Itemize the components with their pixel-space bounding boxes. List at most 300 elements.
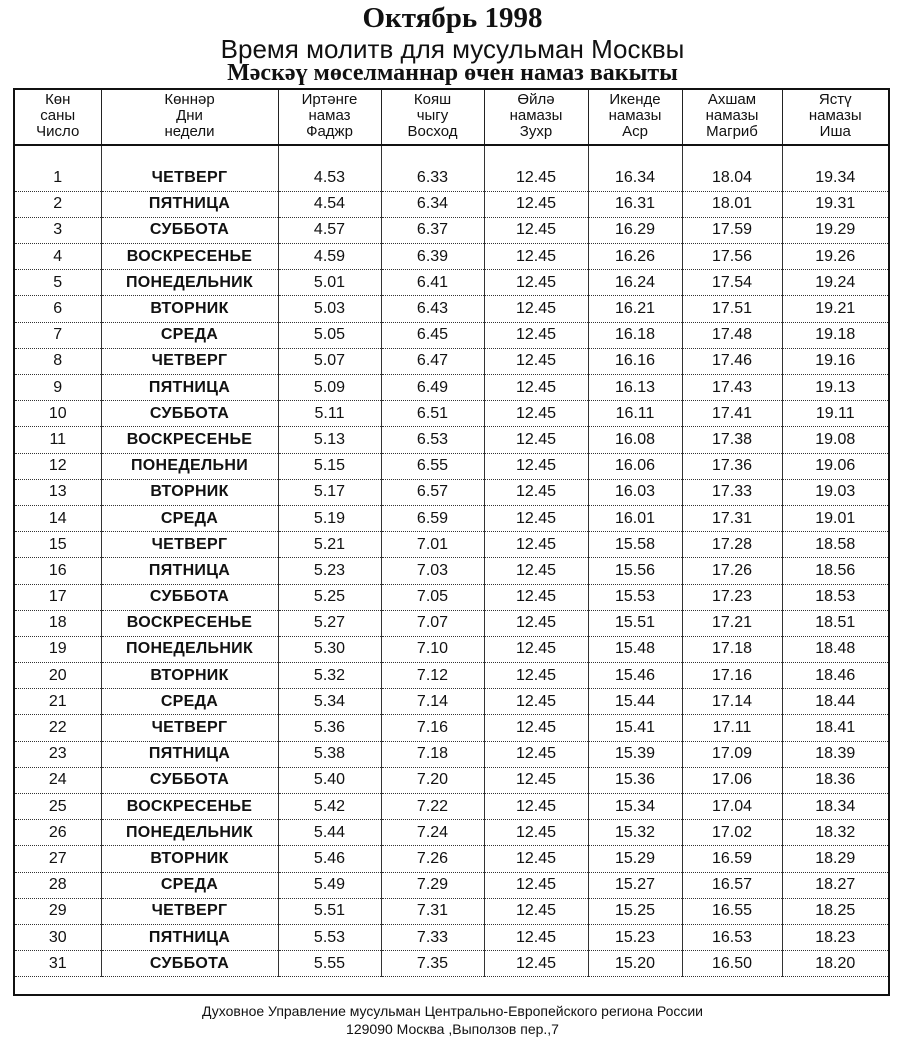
isha-cell: 18.39 [782,741,888,767]
isha-cell: 19.11 [782,401,888,427]
column-header-line: намазы [509,107,563,124]
zuhr-cell: 12.45 [484,610,588,636]
sunrise-cell: 6.55 [381,453,484,479]
column-header [484,90,588,145]
isha-cell: 18.25 [782,898,888,924]
day-number-cell: 4 [15,244,101,270]
sunrise-cell: 7.07 [381,610,484,636]
maghrib-cell: 16.59 [682,846,782,872]
table-row [15,191,888,217]
table-row [15,951,888,977]
zuhr-cell: 12.45 [484,951,588,977]
day-number-cell: 6 [15,296,101,322]
zuhr-cell: 12.45 [484,794,588,820]
maghrib-cell: 17.28 [682,532,782,558]
isha-cell: 19.03 [782,479,888,505]
isha-cell: 19.21 [782,296,888,322]
fajr-cell: 5.38 [278,741,381,767]
column-header [278,90,381,145]
table-row [15,348,888,374]
day-number-cell: 21 [15,689,101,715]
isha-cell: 18.56 [782,558,888,584]
sunrise-cell: 7.26 [381,846,484,872]
zuhr-cell: 12.45 [484,741,588,767]
asr-cell: 15.36 [588,767,682,793]
weekday-cell: СРЕДА [101,689,278,715]
day-number-cell: 29 [15,898,101,924]
asr-cell: 16.24 [588,270,682,296]
weekday-cell: ПОНЕДЕЛЬНИК [101,820,278,846]
zuhr-cell: 12.45 [484,636,588,662]
maghrib-cell: 18.04 [682,165,782,191]
table-row [15,427,888,453]
column-header-line: намазы [705,107,759,124]
column-header-line: чыгу [416,107,449,124]
fajr-cell: 4.53 [278,165,381,191]
zuhr-cell: 12.45 [484,715,588,741]
fajr-cell: 5.36 [278,715,381,741]
maghrib-cell: 18.01 [682,191,782,217]
asr-cell: 16.01 [588,505,682,531]
isha-cell: 19.18 [782,322,888,348]
sunrise-cell: 7.14 [381,689,484,715]
isha-cell: 19.26 [782,244,888,270]
asr-cell: 15.58 [588,532,682,558]
asr-cell: 15.48 [588,636,682,662]
column-header-line: Восход [407,123,458,140]
fajr-cell: 5.19 [278,505,381,531]
day-number-cell: 27 [15,846,101,872]
fajr-cell: 5.42 [278,794,381,820]
day-number-cell: 12 [15,453,101,479]
day-number-cell: 13 [15,479,101,505]
day-number-cell: 24 [15,767,101,793]
fajr-cell: 5.11 [278,401,381,427]
column-header-line: Ахшам [707,91,757,108]
asr-cell: 15.41 [588,715,682,741]
maghrib-cell: 17.56 [682,244,782,270]
isha-cell: 19.31 [782,191,888,217]
column-header-line: Иртәнге [301,91,358,108]
asr-cell: 16.03 [588,479,682,505]
day-number-cell: 3 [15,217,101,243]
zuhr-cell: 12.45 [484,872,588,898]
maghrib-cell: 17.16 [682,663,782,689]
sunrise-cell: 6.39 [381,244,484,270]
maghrib-cell: 17.04 [682,794,782,820]
weekday-cell: СУББОТА [101,217,278,243]
page-title: Октябрь 1998 [362,2,543,34]
fajr-cell: 5.01 [278,270,381,296]
weekday-cell: ПЯТНИЦА [101,741,278,767]
column-header-line: Зухр [519,123,553,140]
fajr-cell: 4.57 [278,217,381,243]
fajr-cell: 5.17 [278,479,381,505]
fajr-cell: 4.54 [278,191,381,217]
zuhr-cell: 12.45 [484,689,588,715]
column-header [588,90,682,145]
weekday-cell: СУББОТА [101,584,278,610]
isha-cell: 18.32 [782,820,888,846]
table-row [15,532,888,558]
fajr-cell: 5.49 [278,872,381,898]
day-number-cell: 17 [15,584,101,610]
table-row [15,610,888,636]
asr-cell: 15.27 [588,872,682,898]
weekday-cell: ПЯТНИЦА [101,558,278,584]
maghrib-cell: 17.41 [682,401,782,427]
column-header-line: Өйлә [517,91,555,108]
sunrise-cell: 7.29 [381,872,484,898]
zuhr-cell: 12.45 [484,505,588,531]
table-row [15,794,888,820]
isha-cell: 18.36 [782,767,888,793]
asr-cell: 16.34 [588,165,682,191]
weekday-cell: СУББОТА [101,767,278,793]
maghrib-cell: 17.11 [682,715,782,741]
weekday-cell: СУББОТА [101,401,278,427]
table-row [15,558,888,584]
day-number-cell: 14 [15,505,101,531]
maghrib-cell: 16.55 [682,898,782,924]
table-row [15,375,888,401]
isha-cell: 18.53 [782,584,888,610]
maghrib-cell: 17.09 [682,741,782,767]
sunrise-cell: 7.35 [381,951,484,977]
day-number-cell: 2 [15,191,101,217]
day-number-cell: 20 [15,663,101,689]
asr-cell: 16.16 [588,348,682,374]
fajr-cell: 5.44 [278,820,381,846]
sunrise-cell: 7.20 [381,767,484,793]
weekday-cell: ПОНЕДЕЛЬНИК [101,270,278,296]
column-header-line: Магриб [706,123,758,140]
maghrib-cell: 17.26 [682,558,782,584]
zuhr-cell: 12.45 [484,767,588,793]
table-row [15,479,888,505]
footer-organization: Духовное Управление мусульман Центрально-Европейского региона России [202,1003,703,1019]
day-number-cell: 16 [15,558,101,584]
fajr-cell: 5.09 [278,375,381,401]
asr-cell: 16.08 [588,427,682,453]
table-row [15,217,888,243]
table-row [15,584,888,610]
column-header [381,90,484,145]
isha-cell: 19.08 [782,427,888,453]
maghrib-cell: 17.43 [682,375,782,401]
day-number-cell: 11 [15,427,101,453]
zuhr-cell: 12.45 [484,165,588,191]
sunrise-cell: 7.33 [381,924,484,950]
zuhr-cell: 12.45 [484,820,588,846]
maghrib-cell: 16.57 [682,872,782,898]
column-header [15,90,101,145]
fajr-cell: 5.05 [278,322,381,348]
asr-cell: 16.26 [588,244,682,270]
asr-cell: 16.06 [588,453,682,479]
zuhr-cell: 12.45 [484,663,588,689]
isha-cell: 18.58 [782,532,888,558]
fajr-cell: 4.59 [278,244,381,270]
zuhr-cell: 12.45 [484,375,588,401]
sunrise-cell: 6.37 [381,217,484,243]
sunrise-cell: 7.05 [381,584,484,610]
maghrib-cell: 17.51 [682,296,782,322]
table-row [15,244,888,270]
prayer-times-table [13,88,890,996]
isha-cell: 18.34 [782,794,888,820]
asr-cell: 16.11 [588,401,682,427]
fajr-cell: 5.32 [278,663,381,689]
asr-cell: 15.29 [588,846,682,872]
day-number-cell: 28 [15,872,101,898]
sunrise-cell: 6.33 [381,165,484,191]
sunrise-cell: 7.03 [381,558,484,584]
sunrise-cell: 6.51 [381,401,484,427]
sunrise-cell: 6.41 [381,270,484,296]
zuhr-cell: 12.45 [484,348,588,374]
sunrise-cell: 7.18 [381,741,484,767]
zuhr-cell: 12.45 [484,191,588,217]
weekday-cell: ВОСКРЕСЕНЬЕ [101,427,278,453]
isha-cell: 19.24 [782,270,888,296]
table-spacer-row [15,145,888,165]
column-header-line: Дни [176,107,203,124]
table-row [15,898,888,924]
sunrise-cell: 6.53 [381,427,484,453]
isha-cell: 19.16 [782,348,888,374]
day-number-cell: 31 [15,951,101,977]
fajr-cell: 5.53 [278,924,381,950]
maghrib-cell: 17.54 [682,270,782,296]
asr-cell: 15.56 [588,558,682,584]
weekday-cell: ЧЕТВЕРГ [101,165,278,191]
asr-cell: 16.21 [588,296,682,322]
table-row [15,505,888,531]
fajr-cell: 5.55 [278,951,381,977]
asr-cell: 16.31 [588,191,682,217]
isha-cell: 19.01 [782,505,888,531]
sunrise-cell: 7.16 [381,715,484,741]
column-header-line: Көн [45,91,71,108]
subtitle-russian: Время молитв для мусульман Москвы [220,34,685,64]
fajr-cell: 5.40 [278,767,381,793]
table-row [15,820,888,846]
subtitle-tatar: Мәскәү мөселманнар өчен намаз вакыты [227,60,678,86]
weekday-cell: ВТОРНИК [101,663,278,689]
isha-cell: 18.46 [782,663,888,689]
column-header-line: Көннәр [164,91,215,108]
table-row [15,270,888,296]
footer-address: 129090 Москва ,Выползов пер.,7 [346,1021,559,1037]
asr-cell: 15.32 [588,820,682,846]
isha-cell: 18.20 [782,951,888,977]
table-row [15,767,888,793]
table-row [15,924,888,950]
asr-cell: 15.46 [588,663,682,689]
isha-cell: 19.13 [782,375,888,401]
maghrib-cell: 17.48 [682,322,782,348]
maghrib-cell: 17.06 [682,767,782,793]
maghrib-cell: 17.33 [682,479,782,505]
table-row [15,872,888,898]
weekday-cell: СУББОТА [101,951,278,977]
isha-cell: 18.44 [782,689,888,715]
fajr-cell: 5.07 [278,348,381,374]
day-number-cell: 15 [15,532,101,558]
asr-cell: 15.20 [588,951,682,977]
sunrise-cell: 6.59 [381,505,484,531]
day-number-cell: 23 [15,741,101,767]
weekday-cell: ПОНЕДЕЛЬНИК [101,636,278,662]
asr-cell: 15.39 [588,741,682,767]
maghrib-cell: 17.23 [682,584,782,610]
zuhr-cell: 12.45 [484,453,588,479]
weekday-cell: ПЯТНИЦА [101,191,278,217]
asr-cell: 16.29 [588,217,682,243]
zuhr-cell: 12.45 [484,270,588,296]
isha-cell: 18.23 [782,924,888,950]
isha-cell: 18.29 [782,846,888,872]
day-number-cell: 1 [15,165,101,191]
table-row [15,165,888,191]
weekday-cell: ВОСКРЕСЕНЬЕ [101,794,278,820]
isha-cell: 19.29 [782,217,888,243]
fajr-cell: 5.46 [278,846,381,872]
fajr-cell: 5.03 [278,296,381,322]
day-number-cell: 8 [15,348,101,374]
sunrise-cell: 7.12 [381,663,484,689]
fajr-cell: 5.27 [278,610,381,636]
column-header-line: Аср [622,123,648,140]
table-row [15,453,888,479]
zuhr-cell: 12.45 [484,584,588,610]
column-header-line: Иша [819,123,851,140]
column-header-line: Фаджр [306,123,353,140]
asr-cell: 15.53 [588,584,682,610]
zuhr-cell: 12.45 [484,846,588,872]
fajr-cell: 5.15 [278,453,381,479]
fajr-cell: 5.34 [278,689,381,715]
maghrib-cell: 17.18 [682,636,782,662]
fajr-cell: 5.25 [278,584,381,610]
sunrise-cell: 7.01 [381,532,484,558]
column-header [101,90,278,145]
weekday-cell: ПЯТНИЦА [101,924,278,950]
isha-cell: 19.34 [782,165,888,191]
table-row [15,689,888,715]
fajr-cell: 5.13 [278,427,381,453]
sunrise-cell: 6.49 [381,375,484,401]
maghrib-cell: 17.36 [682,453,782,479]
zuhr-cell: 12.45 [484,558,588,584]
fajr-cell: 5.30 [278,636,381,662]
asr-cell: 15.25 [588,898,682,924]
day-number-cell: 5 [15,270,101,296]
isha-cell: 19.06 [782,453,888,479]
weekday-cell: ВТОРНИК [101,479,278,505]
zuhr-cell: 12.45 [484,479,588,505]
weekday-cell: ВОСКРЕСЕНЬЕ [101,610,278,636]
column-header-line: Кояш [413,91,452,108]
asr-cell: 15.51 [588,610,682,636]
zuhr-cell: 12.45 [484,322,588,348]
asr-cell: 16.13 [588,375,682,401]
day-number-cell: 7 [15,322,101,348]
column-header-line: Ястү [818,91,852,108]
table-row [15,715,888,741]
table-row [15,636,888,662]
zuhr-cell: 12.45 [484,898,588,924]
fajr-cell: 5.23 [278,558,381,584]
day-number-cell: 10 [15,401,101,427]
weekday-cell: ВОСКРЕСЕНЬЕ [101,244,278,270]
column-header [782,90,888,145]
zuhr-cell: 12.45 [484,296,588,322]
table-row [15,401,888,427]
maghrib-cell: 16.50 [682,951,782,977]
table-row [15,663,888,689]
sunrise-cell: 6.57 [381,479,484,505]
zuhr-cell: 12.45 [484,217,588,243]
table-body [15,145,888,977]
column-header-line: Икенде [609,91,661,108]
day-number-cell: 18 [15,610,101,636]
day-number-cell: 19 [15,636,101,662]
column-header [682,90,782,145]
sunrise-cell: 6.45 [381,322,484,348]
day-number-cell: 22 [15,715,101,741]
column-header-line: саны [40,107,76,124]
isha-cell: 18.48 [782,636,888,662]
column-header-line: намаз [308,107,351,124]
maghrib-cell: 17.21 [682,610,782,636]
asr-cell: 15.44 [588,689,682,715]
fajr-cell: 5.51 [278,898,381,924]
maghrib-cell: 17.59 [682,217,782,243]
column-header-line: недели [164,123,215,140]
weekday-cell: ЧЕТВЕРГ [101,715,278,741]
table-row [15,296,888,322]
column-header-line: Число [36,123,80,140]
isha-cell: 18.41 [782,715,888,741]
weekday-cell: СРЕДА [101,322,278,348]
asr-cell: 15.23 [588,924,682,950]
column-header-line: намазы [808,107,862,124]
sunrise-cell: 6.43 [381,296,484,322]
isha-cell: 18.27 [782,872,888,898]
weekday-cell: ВТОРНИК [101,846,278,872]
zuhr-cell: 12.45 [484,427,588,453]
maghrib-cell: 17.14 [682,689,782,715]
weekday-cell: ЧЕТВЕРГ [101,348,278,374]
table-header-row [15,90,888,145]
weekday-cell: СРЕДА [101,505,278,531]
column-header-line: намазы [608,107,662,124]
sunrise-cell: 7.31 [381,898,484,924]
sunrise-cell: 7.10 [381,636,484,662]
zuhr-cell: 12.45 [484,924,588,950]
maghrib-cell: 17.31 [682,505,782,531]
weekday-cell: ПЯТНИЦА [101,375,278,401]
day-number-cell: 26 [15,820,101,846]
weekday-cell: СРЕДА [101,872,278,898]
sunrise-cell: 6.47 [381,348,484,374]
weekday-cell: ЧЕТВЕРГ [101,898,278,924]
zuhr-cell: 12.45 [484,401,588,427]
sunrise-cell: 7.22 [381,794,484,820]
table-row [15,846,888,872]
